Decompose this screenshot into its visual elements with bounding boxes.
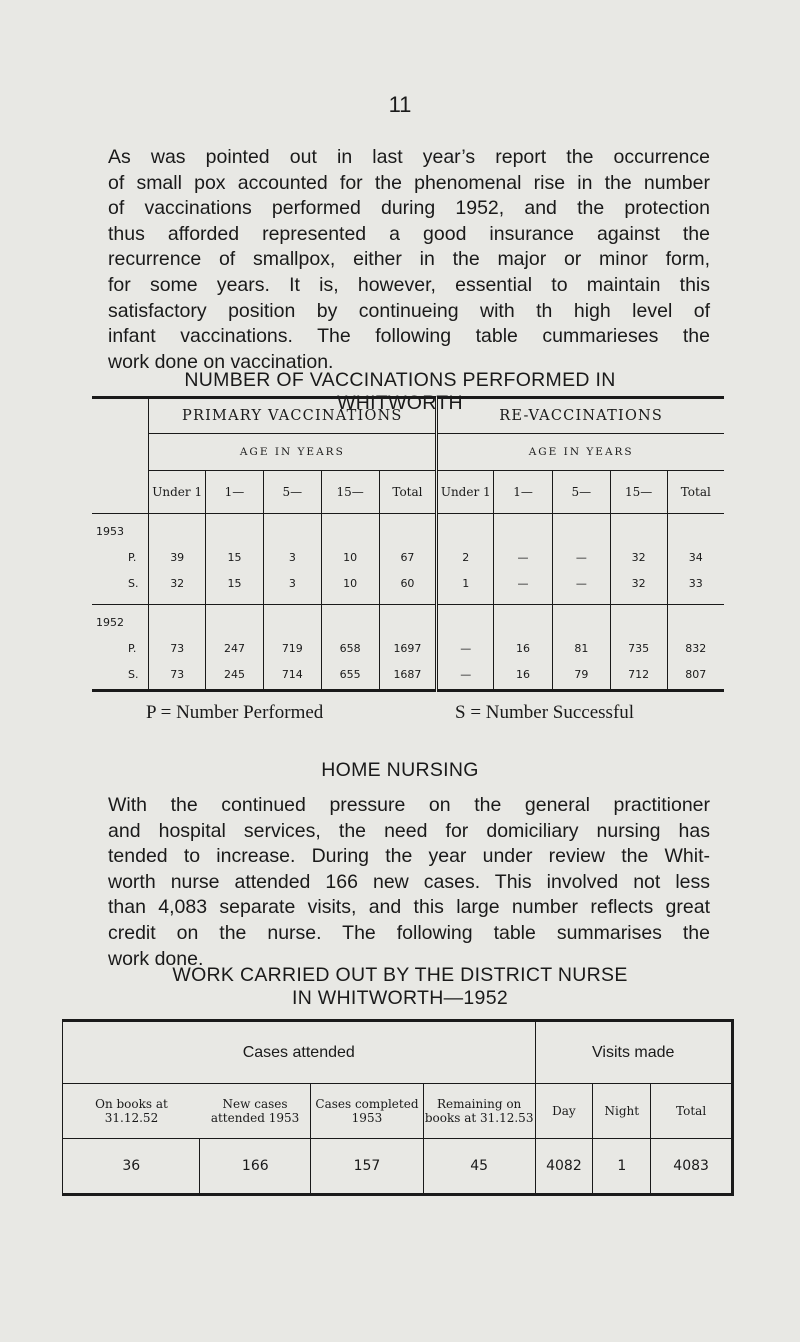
text-line: With the continued pressure on the general practitioner	[108, 794, 710, 816]
row-label: S.	[128, 577, 139, 590]
table-cell: 832	[667, 631, 724, 657]
table-cell: 36	[122, 1158, 141, 1174]
table-cell: —	[552, 566, 610, 605]
table-cell: 16	[494, 657, 553, 691]
primary-age-header: AGE IN YEARS	[149, 434, 437, 471]
text-line: satisfactory position by continueing with th high level of	[108, 299, 710, 322]
home-nursing-heading: HOME NURSING	[321, 759, 479, 781]
column-header: Under 1	[149, 471, 206, 514]
table-cell: —	[552, 540, 610, 566]
table-cell: 67	[379, 540, 437, 566]
text-line: worth nurse attended 166 new cases. This involved not less	[108, 870, 710, 893]
vaccinations-table	[92, 396, 724, 692]
year-group-1953	[92, 514, 724, 605]
table-cell: 33	[667, 566, 724, 605]
primary-vaccinations-header: PRIMARY VACCINATIONS	[149, 398, 437, 434]
column-header: 1—	[206, 471, 264, 514]
table-cell: 655	[321, 657, 379, 691]
text-line: credit on the nurse. The following table summarises the	[108, 921, 710, 944]
column-header: 1—	[494, 471, 553, 514]
text-line: infant vaccinations. The following table cummarieses the	[108, 325, 710, 348]
legend-performed: P = Number Performed	[146, 702, 324, 723]
table-cell: 719	[263, 631, 321, 657]
row-label: S.	[128, 668, 139, 681]
table-cell: 4083	[651, 1139, 733, 1195]
table-cell: 735	[610, 631, 667, 657]
table-cell: 15	[206, 566, 264, 605]
table-cell: 1687	[379, 657, 437, 691]
text-line: work done on vaccination.	[108, 350, 334, 373]
column-header: Cases completed 1953	[311, 1084, 424, 1139]
text-line: for some years. It is, however, essential to maintain this	[108, 273, 710, 296]
table-cell: —	[437, 657, 494, 691]
column-header: Total	[667, 471, 724, 514]
revaccinations-header: RE-VACCINATIONS	[437, 398, 724, 434]
column-header: Night	[593, 1084, 651, 1139]
heading-line: IN WHITWORTH—1952	[291, 987, 508, 1009]
table-cell: 245	[206, 657, 264, 691]
heading-line: WORK CARRIED OUT BY THE DISTRICT NURSE	[172, 964, 628, 986]
row-label: P.	[128, 642, 137, 655]
text-line: recurrence of smallpox, either in the major or minor form,	[108, 248, 710, 271]
column-header: Total	[651, 1084, 733, 1139]
table-cell: 60	[379, 566, 437, 605]
table-cell: 39	[149, 540, 206, 566]
column-header: New cases attended 1953	[200, 1084, 311, 1139]
table-cell: 16	[494, 631, 553, 657]
column-header: On books at 31.12.52	[63, 1084, 200, 1139]
table-cell: —	[437, 631, 494, 657]
table-cell: 807	[667, 657, 724, 691]
table-cell: 73	[149, 657, 206, 691]
table-cell: 1697	[379, 631, 437, 657]
column-header: 15—	[610, 471, 667, 514]
text-line: of vaccinations performed during 1952, and the protection	[108, 197, 710, 220]
table-cell: 79	[552, 657, 610, 691]
intro-paragraph	[108, 145, 710, 375]
column-header: 5—	[552, 471, 610, 514]
heading-line: WHITWORTH	[337, 392, 463, 414]
year-label: 1953	[96, 525, 124, 538]
cases-attended-header: Cases attended	[63, 1021, 536, 1084]
text-line: tended to increase. During the year under review the Whit-	[108, 845, 710, 868]
year-label: 1952	[96, 616, 124, 629]
table-cell: —	[494, 566, 553, 605]
table-cell: 714	[263, 657, 321, 691]
table-cell: 32	[149, 566, 206, 605]
table-cell: 712	[610, 657, 667, 691]
column-header: 15—	[321, 471, 379, 514]
text-line: of small pox accounted for the phenomenal rise in the number	[108, 171, 710, 194]
column-header: Under 1	[437, 471, 494, 514]
table-cell: 157	[311, 1139, 424, 1195]
table-cell: 247	[206, 631, 264, 657]
table-cell: 10	[321, 566, 379, 605]
table-cell: 3	[263, 566, 321, 605]
table-cell: 32	[610, 540, 667, 566]
year-group-1952	[92, 605, 724, 691]
table-cell: 658	[321, 631, 379, 657]
text-line: than 4,083 separate visits, and this large number reflects great	[108, 896, 710, 919]
table-cell: 10	[321, 540, 379, 566]
table-cell: 166	[200, 1139, 311, 1195]
text-line: As was pointed out in last year’s report the occurrence	[108, 146, 710, 168]
table-cell: 15	[206, 540, 264, 566]
text-line: and hospital services, the need for domiciliary nursing has	[108, 819, 710, 842]
visits-made-header: Visits made	[535, 1021, 733, 1084]
nurse-table	[62, 1019, 734, 1196]
text-line: thus afforded represented a good insurance against the	[108, 222, 710, 245]
corner-cell	[92, 398, 149, 514]
table-cell: 34	[667, 540, 724, 566]
table-cell: 4082	[535, 1139, 593, 1195]
nurse-heading	[0, 964, 800, 1010]
table-cell: 73	[149, 631, 206, 657]
row-label: P.	[128, 551, 137, 564]
table-cell: —	[494, 540, 553, 566]
table-cell: 1	[593, 1139, 651, 1195]
table-cell: 2	[437, 540, 494, 566]
table-cell: 1	[437, 566, 494, 605]
table-cell: 32	[610, 566, 667, 605]
revacc-age-header: AGE IN YEARS	[437, 434, 724, 471]
column-header: Day	[535, 1084, 593, 1139]
table-cell: 81	[552, 631, 610, 657]
column-header: Total	[379, 471, 437, 514]
text-line: work done.	[108, 947, 204, 970]
table-cell: 3	[263, 540, 321, 566]
legend-successful: S = Number Successful	[455, 702, 635, 723]
heading-line: NUMBER OF VACCINATIONS PERFORMED IN	[184, 369, 616, 391]
page-number: 11	[388, 92, 412, 117]
home-nursing-paragraph	[108, 793, 710, 972]
column-header: 5—	[263, 471, 321, 514]
column-header: Remaining on books at 31.12.53	[423, 1084, 535, 1139]
table-cell: 45	[423, 1139, 535, 1195]
